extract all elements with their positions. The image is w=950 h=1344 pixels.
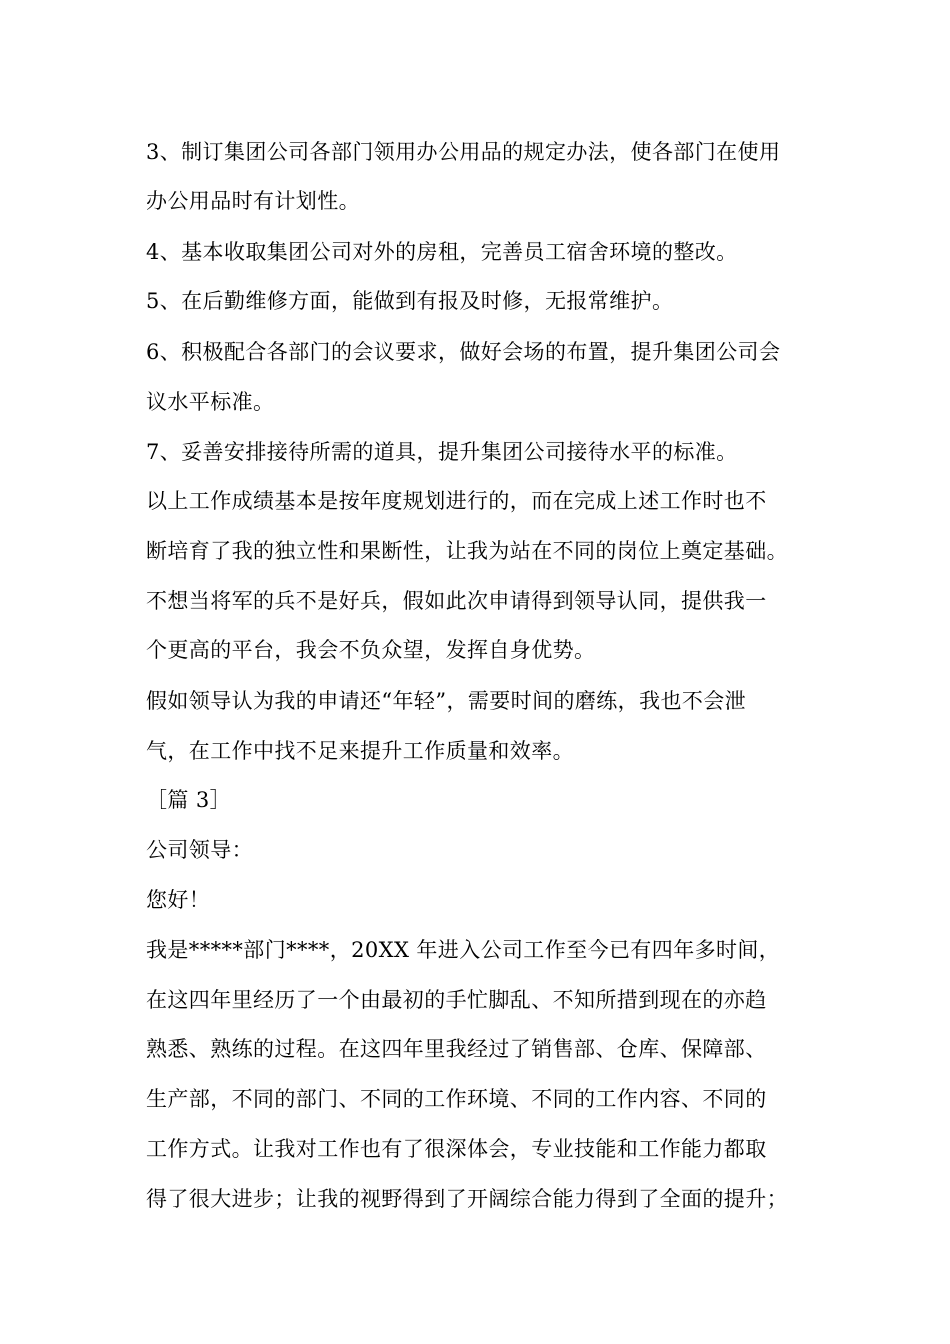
text-line: 熟悉、熟练的过程。在这四年里我经过了销售部、仓库、保障部、 [146,1037,767,1061]
text-line: 生产部，不同的部门、不同的工作环境、不同的工作内容、不同的 [146,1087,767,1111]
salutation: 公司领导： [146,838,253,862]
text-line: 得了很大进步；让我的视野得到了开阔综合能力得到了全面的提升； [146,1187,788,1211]
text-line: 假如领导认为我的申请还“年轻”，需要时间的磨练，我也不会泄 [146,689,747,713]
text-line: 我是*****部门****，20XX 年进入公司工作至今已有四年多时间， [146,938,781,962]
text-line: 工作方式。让我对工作也有了很深体会，专业技能和工作能力都取 [146,1137,767,1161]
text-line: 以上工作成绩基本是按年度规划进行的，而在完成上述工作时也不 [146,489,767,513]
text-line: 7、妥善安排接待所需的道具，提升集团公司接待水平的标准。 [146,440,738,464]
text-line: 3、制订集团公司各部门领用办公用品的规定办法，使各部门在使用 [146,140,781,164]
text-line: 气，在工作中找不足来提升工作质量和效率。 [146,739,574,763]
section-heading: ［篇 3］ [146,788,232,812]
text-line: 个更高的平台，我会不负众望，发挥自身优势。 [146,638,596,662]
text-line: 议水平标准。 [146,390,275,414]
text-line: 在这四年里经历了一个由最初的手忙脚乱、不知所措到现在的亦趋 [146,988,767,1012]
text-line: 不想当将军的兵不是好兵，假如此次申请得到领导认同，提供我一 [146,589,767,613]
text-line: 6、积极配合各部门的会议要求，做好会场的布置，提升集团公司会 [146,340,781,364]
greeting: 您好！ [146,888,211,912]
text-line: 4、基本收取集团公司对外的房租，完善员工宿舍环境的整改。 [146,240,738,264]
text-line: 5、在后勤维修方面，能做到有报及时修，无报常维护。 [146,289,674,313]
text-line: 断培育了我的独立性和果断性，让我为站在不同的岗位上奠定基础。 [146,539,788,563]
text-line: 办公用品时有计划性。 [146,189,360,213]
